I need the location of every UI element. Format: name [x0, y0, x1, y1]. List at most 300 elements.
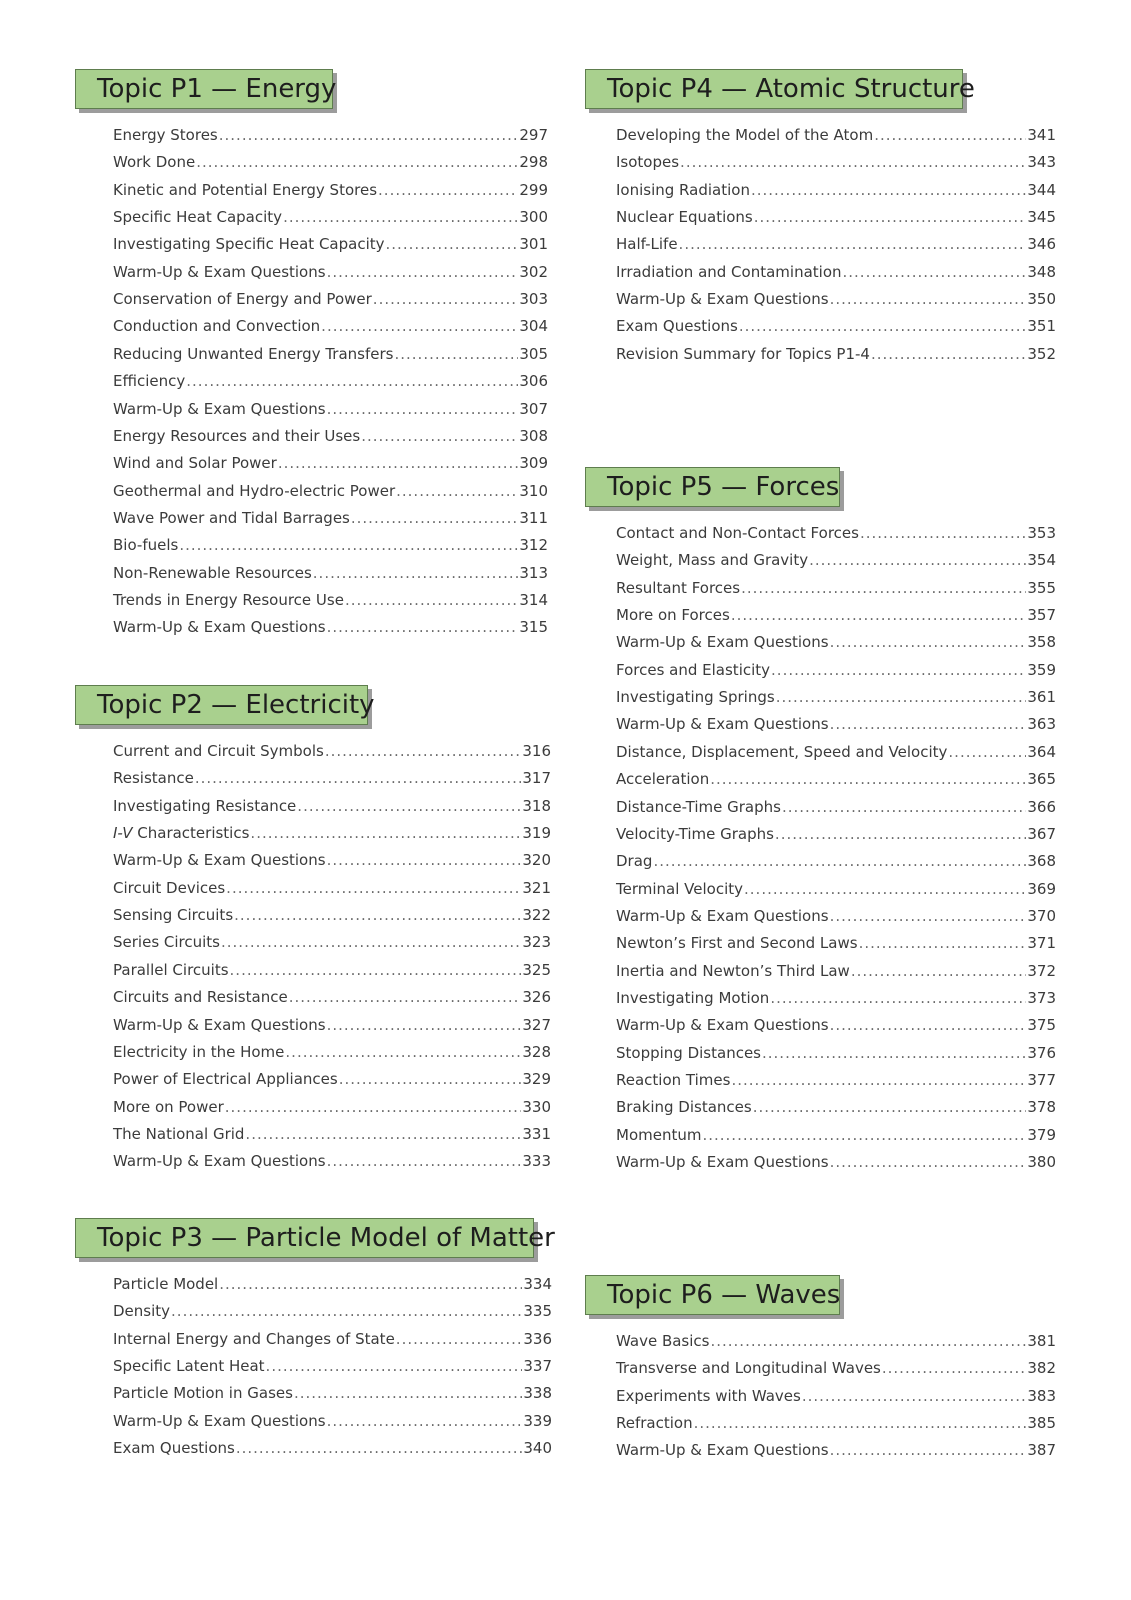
dot-leader [221, 932, 521, 952]
contents-entry[interactable] [616, 344, 1056, 364]
contents-entry[interactable] [616, 550, 1056, 570]
contents-entry[interactable] [616, 1043, 1056, 1063]
contents-entry[interactable] [113, 932, 551, 952]
contents-entry[interactable] [616, 906, 1056, 926]
entry-title: Kinetic and Potential Energy Stores [113, 180, 378, 199]
contents-entry[interactable] [616, 207, 1056, 227]
dot-leader [325, 741, 522, 761]
entry-title: Warm-Up & Exam Questions [616, 715, 829, 734]
entry-title: Warm-Up & Exam Questions [113, 851, 326, 870]
contents-entry[interactable] [616, 824, 1056, 844]
dot-leader [294, 1383, 522, 1403]
contents-entry[interactable] [616, 262, 1056, 282]
dot-leader [225, 1097, 522, 1117]
contents-entry[interactable] [616, 1331, 1056, 1351]
entry-title: Velocity-Time Graphs [616, 824, 774, 843]
contents-entry[interactable] [113, 371, 548, 391]
contents-entry[interactable] [616, 1097, 1056, 1117]
dot-leader [186, 371, 518, 391]
contents-entry[interactable] [113, 481, 548, 501]
page-number: 306 [519, 372, 548, 391]
contents-entry[interactable] [113, 878, 551, 898]
contents-list [616, 1331, 1056, 1468]
contents-entry[interactable] [616, 1440, 1056, 1460]
entry-title: Non-Renewable Resources [113, 563, 312, 582]
contents-entry[interactable] [113, 1383, 552, 1403]
page-number: 313 [519, 563, 548, 582]
dot-leader [710, 769, 1026, 789]
contents-entry[interactable] [113, 796, 551, 816]
dot-leader [851, 961, 1027, 981]
contents-entry[interactable] [616, 632, 1056, 652]
contents-entry[interactable] [616, 289, 1056, 309]
entry-title [113, 823, 249, 843]
entry-title: Electricity in the Home [113, 1042, 285, 1061]
dot-leader [843, 262, 1027, 282]
entry-title: Warm-Up & Exam Questions [113, 1411, 326, 1430]
page-number: 369 [1027, 879, 1056, 898]
page-number: 385 [1027, 1414, 1056, 1433]
page-number: 315 [519, 618, 548, 637]
page-number: 359 [1027, 660, 1056, 679]
dot-leader [283, 207, 518, 227]
dot-leader [948, 742, 1026, 762]
page-number: 300 [519, 208, 548, 227]
contents-entry[interactable] [113, 234, 548, 254]
entry-title: Newton’s First and Second Laws [616, 934, 858, 953]
entry-title: Warm-Up & Exam Questions [113, 399, 326, 418]
dot-leader [830, 714, 1027, 734]
entry-title: Investigating Motion [616, 988, 770, 1007]
entry-title: Forces and Elasticity [616, 660, 771, 679]
contents-entry[interactable] [616, 714, 1056, 734]
entry-title: Revision Summary for Topics P1-4 [616, 344, 870, 363]
dot-leader [361, 426, 518, 446]
contents-entry[interactable] [113, 987, 551, 1007]
entry-title: Irradiation and Contamination [616, 262, 842, 281]
dot-leader [802, 1386, 1027, 1406]
dot-leader [327, 1151, 522, 1171]
contents-entry[interactable] [113, 453, 548, 473]
entry-title: More on Power [113, 1097, 224, 1116]
entry-title: Specific Heat Capacity [113, 208, 283, 227]
page-number: 305 [519, 344, 548, 363]
contents-entry[interactable] [616, 797, 1056, 817]
contents-entry[interactable] [113, 905, 551, 925]
dot-leader [373, 289, 519, 309]
dot-leader [754, 207, 1027, 227]
dot-leader [771, 660, 1026, 680]
page-number: 382 [1027, 1359, 1056, 1378]
dot-leader [245, 1124, 521, 1144]
topic-heading: Topic P1 — Energy [75, 69, 333, 109]
contents-entry[interactable] [113, 1274, 552, 1294]
contents-entry[interactable] [113, 741, 551, 761]
entry-title: Refraction [616, 1414, 693, 1433]
dot-leader [702, 1125, 1026, 1145]
contents-entry[interactable] [616, 687, 1056, 707]
page-number: 317 [522, 769, 551, 788]
page-number: 302 [519, 262, 548, 281]
page-number: 358 [1027, 633, 1056, 652]
dot-leader [394, 344, 518, 364]
dot-leader [230, 960, 522, 980]
dot-leader [327, 1411, 523, 1431]
entry-title: Work Done [113, 153, 196, 172]
entry-title: Distance-Time Graphs [616, 797, 781, 816]
entry-title: Exam Questions [616, 317, 738, 336]
entry-title: Investigating Springs [616, 688, 775, 707]
contents-entry[interactable] [113, 1042, 551, 1062]
dot-leader [234, 905, 521, 925]
contents-entry[interactable] [616, 125, 1056, 145]
contents-entry[interactable] [616, 988, 1056, 1008]
entry-title: Conduction and Convection [113, 317, 321, 336]
entry-title: Resistance [113, 769, 194, 788]
dot-leader [321, 316, 518, 336]
contents-entry[interactable] [113, 590, 548, 610]
entry-title: Acceleration [616, 770, 710, 789]
page-number: 346 [1027, 235, 1056, 254]
page-number: 348 [1027, 262, 1056, 281]
page-number: 378 [1027, 1098, 1056, 1117]
contents-entry[interactable] [113, 399, 548, 419]
entry-title: Developing the Model of the Atom [616, 126, 874, 144]
contents-entry[interactable] [616, 152, 1056, 172]
dot-leader [313, 563, 519, 583]
contents-entry[interactable] [616, 961, 1056, 981]
dot-leader [776, 687, 1027, 707]
entry-title: The National Grid [113, 1124, 245, 1143]
page-number: 304 [519, 317, 548, 336]
contents-entry[interactable] [113, 535, 548, 555]
entry-title: More on Forces [616, 606, 730, 625]
page-number: 383 [1027, 1386, 1056, 1405]
page-number: 319 [522, 824, 551, 843]
entry-title: Energy Resources and their Uses [113, 426, 361, 445]
dot-leader [830, 906, 1027, 926]
dot-leader [762, 1043, 1026, 1063]
entry-title: Weight, Mass and Gravity [616, 551, 809, 570]
contents-entry[interactable] [113, 262, 548, 282]
entry-title: Exam Questions [113, 1439, 235, 1458]
dot-leader [226, 878, 521, 898]
entry-title: Wave Basics [616, 1332, 710, 1350]
page-number: 311 [519, 508, 548, 527]
dot-leader [830, 632, 1027, 652]
page-number: 330 [522, 1097, 551, 1116]
topic-heading: Topic P2 — Electricity [75, 685, 368, 725]
entry-title: Transverse and Longitudinal Waves [616, 1359, 881, 1378]
contents-entry[interactable] [616, 316, 1056, 336]
entry-title: Efficiency [113, 372, 186, 391]
contents-entry[interactable] [113, 1015, 551, 1035]
contents-entry[interactable] [113, 289, 548, 309]
page-number: 379 [1027, 1125, 1056, 1144]
dot-leader [751, 180, 1026, 200]
contents-entry[interactable] [113, 1301, 552, 1321]
page-number: 371 [1027, 934, 1056, 953]
contents-entry[interactable] [113, 1356, 552, 1376]
entry-title: Wind and Solar Power [113, 454, 277, 473]
page-number: 387 [1027, 1441, 1056, 1460]
entry-title: Terminal Velocity [616, 879, 744, 898]
contents-entry[interactable] [113, 563, 548, 583]
contents-entry[interactable] [616, 933, 1056, 953]
entry-title: Warm-Up & Exam Questions [113, 1152, 326, 1171]
entry-title: Reaction Times [616, 1071, 731, 1089]
page-number: 325 [522, 960, 551, 979]
contents-entry[interactable] [113, 850, 551, 870]
dot-leader [830, 1440, 1027, 1460]
contents-entry[interactable] [616, 234, 1056, 254]
entry-title: Experiments with Waves [616, 1386, 801, 1405]
dot-leader [289, 987, 522, 1007]
page-number: 355 [1027, 578, 1056, 597]
dot-leader [327, 1015, 522, 1035]
contents-entry[interactable] [113, 316, 548, 336]
page-number: 328 [522, 1042, 551, 1061]
dot-leader [396, 1329, 523, 1349]
entry-title: Circuits and Resistance [113, 988, 288, 1007]
page-number: 326 [522, 988, 551, 1007]
page-number: 344 [1027, 180, 1056, 199]
contents-entry[interactable] [113, 1124, 551, 1144]
entry-title: Momentum [616, 1125, 702, 1144]
page-number: 375 [1027, 1016, 1056, 1035]
contents-entry[interactable] [616, 578, 1056, 598]
contents-entry[interactable] [113, 1097, 551, 1117]
page-number: 364 [1027, 742, 1056, 761]
contents-entry[interactable] [113, 180, 548, 200]
dot-leader [860, 523, 1026, 543]
contents-entry[interactable] [113, 426, 548, 446]
entry-title: Warm-Up & Exam Questions [616, 1153, 829, 1172]
entry-title: Investigating Resistance [113, 796, 297, 815]
page-number: 357 [1027, 606, 1056, 625]
dot-leader [327, 850, 522, 870]
entry-title: Parallel Circuits [113, 960, 229, 979]
contents-entry[interactable] [113, 768, 551, 788]
page-number: 327 [522, 1015, 551, 1034]
contents-entry[interactable] [113, 960, 551, 980]
page-number: 303 [519, 290, 548, 309]
page-number: 343 [1027, 153, 1056, 172]
entry-title: Trends in Energy Resource Use [113, 590, 344, 609]
dot-leader [285, 1042, 521, 1062]
contents-entry[interactable] [616, 1125, 1056, 1145]
page-number: 354 [1027, 551, 1056, 570]
contents-entry[interactable] [616, 1070, 1056, 1090]
entry-title: Power of Electrical Appliances [113, 1070, 338, 1089]
dot-leader [327, 617, 519, 637]
entry-title: Braking Distances [616, 1098, 752, 1117]
dot-leader [775, 824, 1026, 844]
topic-heading: Topic P5 — Forces [585, 467, 840, 507]
page-number: 372 [1027, 961, 1056, 980]
dot-leader [219, 1274, 522, 1294]
entry-title: Warm-Up & Exam Questions [616, 1016, 829, 1035]
contents-list [113, 741, 551, 1179]
contents-entry[interactable] [113, 1151, 551, 1171]
contents-list [616, 125, 1056, 371]
entry-title: Drag [616, 852, 653, 871]
page-number: 377 [1027, 1071, 1056, 1089]
entry-title: Warm-Up & Exam Questions [113, 1015, 326, 1034]
page-number: 318 [522, 796, 551, 815]
dot-leader [179, 535, 518, 555]
entry-title: Distance, Displacement, Speed and Velocity [616, 742, 948, 761]
page-number: 345 [1027, 208, 1056, 227]
dot-leader [859, 933, 1027, 953]
contents-entry[interactable] [616, 660, 1056, 680]
contents-entry[interactable] [113, 207, 548, 227]
contents-entry[interactable] [113, 823, 551, 843]
page-number: 361 [1027, 688, 1056, 707]
contents-entry[interactable] [616, 180, 1056, 200]
entry-title: Reducing Unwanted Energy Transfers [113, 344, 394, 363]
contents-entry[interactable] [616, 769, 1056, 789]
dot-leader [339, 1069, 522, 1089]
dot-leader [744, 879, 1026, 899]
dot-leader [297, 796, 521, 816]
entry-title: Contact and Non-Contact Forces [616, 524, 859, 542]
page-number: 331 [522, 1124, 551, 1143]
page-number: 334 [523, 1275, 552, 1293]
page-number: 363 [1027, 715, 1056, 734]
contents-entry[interactable] [113, 125, 548, 145]
topic-heading: Topic P6 — Waves [585, 1275, 840, 1315]
contents-list [113, 1274, 552, 1465]
entry-title: Ionising Radiation [616, 180, 750, 199]
entry-title: Current and Circuit Symbols [113, 742, 324, 760]
dot-leader [195, 768, 522, 788]
contents-entry[interactable] [616, 1386, 1056, 1406]
dot-leader [809, 550, 1026, 570]
entry-title: Warm-Up & Exam Questions [113, 618, 326, 637]
contents-entry[interactable] [113, 344, 548, 364]
contents-entry[interactable] [113, 152, 548, 172]
dot-leader [882, 1358, 1026, 1378]
dot-leader [753, 1097, 1027, 1117]
dot-leader [741, 578, 1026, 598]
page-number: 352 [1027, 344, 1056, 363]
contents-entry[interactable] [616, 1152, 1056, 1172]
page-number: 353 [1027, 524, 1056, 542]
page-number: 323 [522, 933, 551, 952]
page-number: 373 [1027, 988, 1056, 1007]
entry-title: Energy Stores [113, 126, 218, 144]
contents-entry[interactable] [113, 1069, 551, 1089]
dot-leader [874, 125, 1026, 145]
contents-entry[interactable] [616, 1358, 1056, 1378]
dot-leader [782, 797, 1026, 817]
dot-leader [830, 1152, 1027, 1172]
dot-leader [731, 1070, 1026, 1090]
dot-leader [327, 262, 519, 282]
dot-leader [250, 823, 521, 843]
entry-title: Warm-Up & Exam Questions [616, 1441, 829, 1460]
contents-entry[interactable] [616, 851, 1056, 871]
contents-entry[interactable] [616, 605, 1056, 625]
dot-leader [171, 1301, 522, 1321]
dot-leader [653, 851, 1026, 871]
entry-title-italic-part: I-V [113, 824, 133, 843]
page-number: 297 [519, 126, 548, 144]
page-number: 365 [1027, 770, 1056, 789]
entry-title: Investigating Specific Heat Capacity [113, 235, 385, 254]
topic-heading: Topic P4 — Atomic Structure [585, 69, 963, 109]
contents-entry[interactable] [616, 742, 1056, 762]
dot-leader [680, 152, 1026, 172]
page-number: 338 [523, 1384, 552, 1403]
dot-leader [871, 344, 1026, 364]
contents-list [616, 523, 1056, 1179]
contents-entry[interactable] [616, 1413, 1056, 1433]
entry-title: Series Circuits [113, 933, 220, 952]
contents-entry[interactable] [113, 617, 548, 637]
contents-entry[interactable] [113, 508, 548, 528]
page-number: 341 [1027, 126, 1056, 144]
page-number: 336 [523, 1329, 552, 1348]
entry-title: Warm-Up & Exam Questions [113, 262, 326, 281]
entry-title: Particle Motion in Gases [113, 1384, 293, 1403]
page-number: 333 [522, 1152, 551, 1171]
dot-leader [830, 289, 1027, 309]
page-number: 301 [519, 235, 548, 254]
contents-entry[interactable] [113, 1329, 552, 1349]
entry-title: Geothermal and Hydro-electric Power [113, 481, 396, 500]
page-number: 370 [1027, 906, 1056, 925]
contents-entry[interactable] [113, 1411, 552, 1431]
dot-leader [266, 1356, 523, 1376]
dot-leader [739, 316, 1027, 336]
topic-heading: Topic P3 — Particle Model of Matter [75, 1218, 534, 1258]
dot-leader [386, 234, 519, 254]
entry-title: Specific Latent Heat [113, 1357, 265, 1376]
dot-leader [679, 234, 1027, 254]
contents-list [113, 125, 548, 645]
page-number: 381 [1027, 1332, 1056, 1350]
page-number: 337 [523, 1357, 552, 1376]
page-number: 329 [522, 1070, 551, 1089]
dot-leader [196, 152, 518, 172]
page-number: 380 [1027, 1153, 1056, 1172]
page-number: 309 [519, 454, 548, 473]
entry-title: Stopping Distances [616, 1043, 761, 1062]
contents-entry[interactable] [616, 523, 1056, 543]
contents-entry[interactable] [616, 1015, 1056, 1035]
contents-entry[interactable] [113, 1438, 552, 1458]
entry-title: Sensing Circuits [113, 906, 234, 925]
contents-entry[interactable] [616, 879, 1056, 899]
dot-leader [694, 1413, 1027, 1433]
entry-title: Isotopes [616, 153, 680, 172]
entry-title-rest: Characteristics [132, 824, 250, 843]
dot-leader [396, 481, 518, 501]
page-number: 308 [519, 426, 548, 445]
dot-leader [731, 605, 1027, 625]
page-number: 312 [519, 536, 548, 555]
page-number: 350 [1027, 290, 1056, 309]
dot-leader [327, 399, 519, 419]
entry-title: Warm-Up & Exam Questions [616, 290, 829, 309]
page-number: 335 [523, 1302, 552, 1321]
page-number: 339 [523, 1411, 552, 1430]
page-number: 321 [522, 878, 551, 897]
page-number: 298 [519, 153, 548, 172]
entry-title: Bio-fuels [113, 536, 179, 555]
